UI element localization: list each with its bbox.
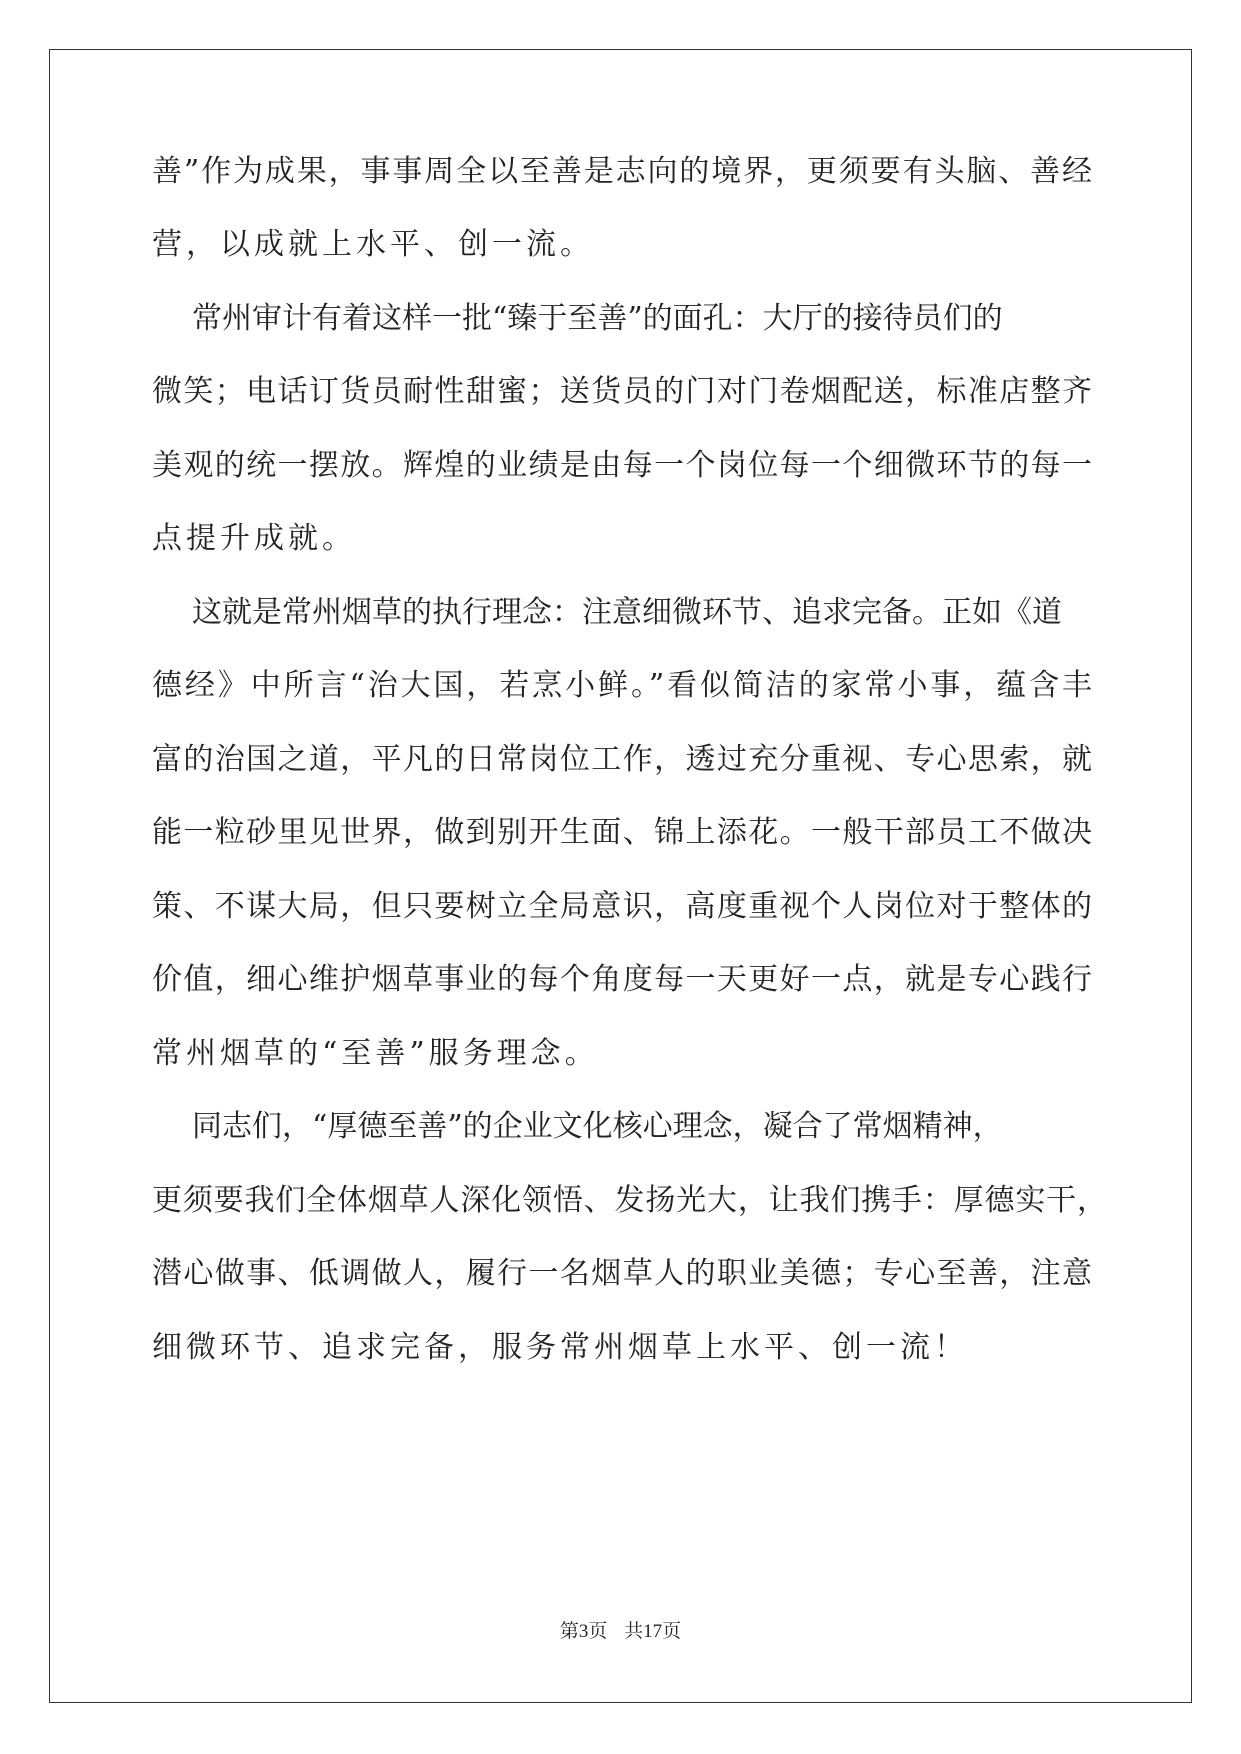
text-line: 常州烟草的“至善”服务理念。: [152, 1036, 599, 1071]
page-border: [49, 49, 1192, 1703]
page-total: 共17页: [624, 1621, 682, 1642]
page-number: 第3页: [559, 1621, 608, 1642]
text-line: 更须要我们全体烟草人深化领悟、发扬光大，让我们携手：厚德实干，: [152, 1183, 1107, 1218]
text-line: 美观的统一摆放。辉煌的业绩是由每一个岗位每一个细微环节的每一: [152, 448, 1092, 483]
text-line: 细微环节、追求完备，服务常州烟草上水平、创一流！: [152, 1330, 968, 1365]
text-line: 微笑；电话订货员耐性甜蜜；送货员的门对门卷烟配送，标准店整齐: [152, 374, 1092, 409]
text-line: 潜心做事、低调做人，履行一名烟草人的职业美德；专心至善，注意: [152, 1256, 1092, 1291]
text-line: 点提升成就。: [152, 521, 356, 556]
text-line: 善”作为成果，事事周全以至善是志向的境界，更须要有头脑、善经: [152, 154, 1092, 189]
text-line: 德经》中所言“治大国，若烹小鲜。”看似简洁的家常小事，蕴含丰: [152, 668, 1092, 703]
page-footer: [0, 1620, 1241, 1644]
text-line: 富的治国之道，平凡的日常岗位工作，透过充分重视、专心思索，就: [152, 742, 1092, 777]
text-line: 同志们，“厚德至善”的企业文化核心理念，凝合了常烟精神，: [192, 1109, 1003, 1144]
text-line: 这就是常州烟草的执行理念：注意细微环节、追求完备。正如《道: [192, 595, 1062, 630]
text-line: 营，以成就上水平、创一流。: [152, 227, 594, 262]
text-line: 价值，细心维护烟草事业的每个角度每一天更好一点，就是专心践行: [152, 962, 1092, 997]
text-line: 常州审计有着这样一批“臻于至善”的面孔：大厅的接待员们的: [192, 301, 1003, 336]
text-line: 策、不谋大局，但只要树立全局意识，高度重视个人岗位对于整体的: [152, 889, 1092, 924]
text-line: 能一粒砂里见世界，做到别开生面、锦上添花。一般干部员工不做决: [152, 815, 1092, 850]
